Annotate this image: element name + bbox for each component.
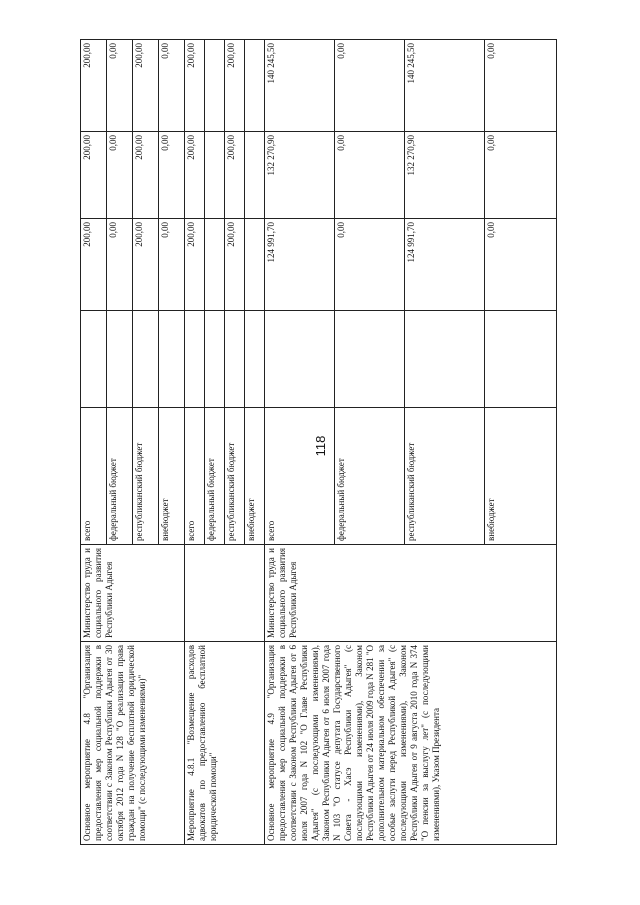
executor-cell bbox=[185, 545, 265, 642]
table-row bbox=[81, 40, 107, 845]
amount-cell: 140 245,50 bbox=[265, 40, 335, 132]
amount-cell: 0,00 bbox=[335, 132, 405, 219]
amount-cell: 200,00 bbox=[225, 219, 245, 311]
amount-cell bbox=[205, 219, 225, 311]
funding-source: внебюджет bbox=[485, 408, 557, 545]
amount-cell: 0,00 bbox=[107, 219, 133, 311]
amount-cell: 132 270,90 bbox=[405, 132, 485, 219]
empty-cell bbox=[265, 311, 335, 408]
amount-cell bbox=[205, 132, 225, 219]
funding-source: всего bbox=[185, 408, 205, 545]
amount-cell: 200,00 bbox=[133, 40, 159, 132]
empty-cell bbox=[245, 311, 265, 408]
budget-table bbox=[80, 39, 557, 845]
activity-description: Мероприятие 4.8.1 "Возмещение расходов адвокатов по предоставлению бесплатной юридической помощи" bbox=[185, 642, 265, 845]
amount-cell: 0,00 bbox=[159, 40, 185, 132]
amount-cell: 124 991,70 bbox=[405, 219, 485, 311]
amount-cell: 200,00 bbox=[185, 132, 205, 219]
amount-cell: 200,00 bbox=[81, 132, 107, 219]
funding-source: внебюджет bbox=[245, 408, 265, 545]
amount-cell: 0,00 bbox=[335, 219, 405, 311]
amount-cell: 200,00 bbox=[185, 40, 205, 132]
amount-cell: 0,00 bbox=[159, 219, 185, 311]
funding-source: всего bbox=[265, 408, 335, 545]
amount-cell: 0,00 bbox=[485, 132, 557, 219]
funding-source: федеральный бюджет bbox=[107, 408, 133, 545]
amount-cell: 200,00 bbox=[133, 132, 159, 219]
activity-description: Основное мероприятие 4.9 "Организация предоставления мер социальной поддержки в соответствии с Законом Республики Адыгея от 6 июля 2007 года N 102 "О Главе Республики Адыгея" (с последующими изменениями), Законом Республики Адыгея от 6 июля 2007 года N 103 "О статусе депутата Государственного Совета - Хасэ Республики Адыгея" (с последующими изменениями), Законом Республики Адыгея от 24 июля 2009 года N 281 "О дополнительном материальном обеспечении за особые заслуги перед Республикой Адыгея" (с последующими изменениями), Законом Республики Адыгея от 9 августа 2010 года N 374 "О пенсии за выслугу лет" (с последующими изменениями), Указом Президента bbox=[265, 642, 557, 845]
executor-cell: Министерство труда и социального развития Республики Адыгея bbox=[265, 545, 557, 642]
activity-description: Основное мероприятие 4.8 "Организация предоставления мер социальной поддержки в соответствии с Законом Республики Адыгея от 30 октября 2012 года N 128 "О реализации права граждан на получение бесплатной юридической помощи" (с последующими изменениями)" bbox=[81, 642, 185, 845]
amount-cell: 0,00 bbox=[107, 40, 133, 132]
amount-cell: 124 991,70 bbox=[265, 219, 335, 311]
amount-cell: 0,00 bbox=[107, 132, 133, 219]
funding-source: республиканский бюджет bbox=[133, 408, 159, 545]
amount-cell: 132 270,90 bbox=[265, 132, 335, 219]
table-row bbox=[265, 40, 335, 845]
empty-cell bbox=[81, 311, 107, 408]
rotated-table-container bbox=[80, 40, 585, 845]
table-row bbox=[185, 40, 205, 845]
empty-cell bbox=[133, 311, 159, 408]
amount-cell: 200,00 bbox=[133, 219, 159, 311]
funding-source: внебюджет bbox=[159, 408, 185, 545]
empty-cell bbox=[335, 311, 405, 408]
funding-source: федеральный бюджет bbox=[205, 408, 225, 545]
empty-cell bbox=[185, 311, 205, 408]
funding-source: республиканский бюджет bbox=[405, 408, 485, 545]
amount-cell: 200,00 bbox=[225, 40, 245, 132]
amount-cell: 200,00 bbox=[81, 219, 107, 311]
amount-cell: 0,00 bbox=[335, 40, 405, 132]
amount-cell bbox=[245, 219, 265, 311]
funding-source: республиканский бюджет bbox=[225, 408, 245, 545]
amount-cell: 0,00 bbox=[159, 132, 185, 219]
amount-cell: 0,00 bbox=[485, 40, 557, 132]
empty-cell bbox=[405, 311, 485, 408]
empty-cell bbox=[225, 311, 245, 408]
amount-cell bbox=[245, 40, 265, 132]
amount-cell: 200,00 bbox=[185, 219, 205, 311]
amount-cell bbox=[245, 132, 265, 219]
empty-cell bbox=[205, 311, 225, 408]
amount-cell: 200,00 bbox=[225, 132, 245, 219]
empty-cell bbox=[485, 311, 557, 408]
empty-cell bbox=[107, 311, 133, 408]
amount-cell bbox=[205, 40, 225, 132]
page-number: 118 bbox=[313, 435, 328, 457]
funding-source: федеральный бюджет bbox=[335, 408, 405, 545]
amount-cell: 200,00 bbox=[81, 40, 107, 132]
amount-cell: 140 245,50 bbox=[405, 40, 485, 132]
amount-cell: 0,00 bbox=[485, 219, 557, 311]
empty-cell bbox=[159, 311, 185, 408]
funding-source: всего bbox=[81, 408, 107, 545]
executor-cell: Министерство труда и социального развития Республики Адыгея bbox=[81, 545, 185, 642]
